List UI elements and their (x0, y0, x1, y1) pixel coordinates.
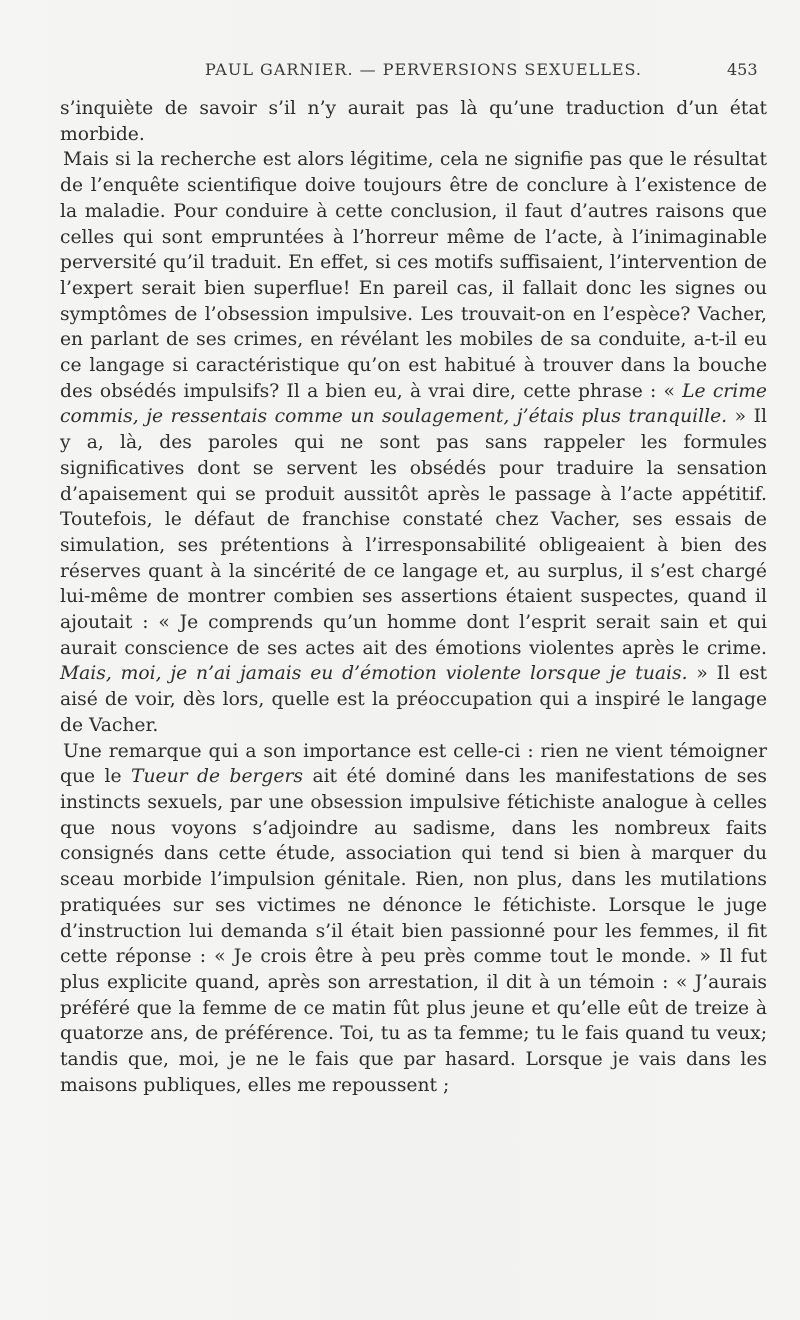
paragraph-2 (60, 147, 767, 738)
text-segment: Une remarque qui a son importance est celle-ci : rien ne vient témoigner que le (60, 740, 767, 788)
body-text (60, 96, 767, 1098)
text-segment: » Il est aisé de voir, dès lors, quelle est la préoccupation qui a inspiré le langage de Vacher. (60, 663, 767, 736)
title-italic: Tueur de bergers (131, 766, 303, 788)
running-title: PAUL GARNIER. — PERVERSIONS SEXUELLES. (205, 60, 642, 79)
paragraph-1 (60, 96, 767, 147)
paragraph-3 (60, 739, 767, 1099)
text-segment: ait été dominé dans les manifestations de ses instincts sexuels, par une obsession impulsive fétichiste analogue à celles que nous voyons s’adjoindre au sadisme, dans les nombreux faits consignés dans cette étude, association qui tend si bien à marquer du sceau morbide l’impulsion génitale. Rien, non plus, dans les mutilations pratiquées sur ses victimes ne dénonce le fétichiste. Lorsque le juge d’instruction lui demanda s’il était bien passionné pour les femmes, il fit cette réponse : « Je crois être à peu près comme tout le monde. » Il fut plus explicite quand, après son arrestation, il dit à un témoin : « J’aurais préféré que la femme de ce matin fût plus jeune et qu’elle eût de treize à quatorze ans, de préférence. Toi, tu as ta femme; tu le fais quand tu veux; tandis que, moi, je ne le fais que par hasard. Lorsque je vais dans les maisons publiques, elles me repoussent ; (60, 766, 767, 1096)
text-segment: » Il y a, là, des paroles qui ne sont pas sans rappeler les formules significatives dont se servent les obsédés pour traduire la sensation d’apaisement qui se produit aussitôt après le passage à l’acte appétitif. Toutefois, le défaut de franchise constaté chez Vacher, ses essais de simulation, ses prétentions à l’irresponsabilité obligeaient à bien des réserves quant à la sincérité de ce langage et, au surplus, il s’est chargé lui-même de montrer combien ses assertions étaient suspectes, quand il ajoutait : « Je comprends qu’un homme dont l’esprit serait sain et qui aurait conscience de ses actes ait des émotions violentes après le crime. (60, 406, 767, 659)
quote-italic: Mais, moi, je n’ai jamais eu d’émotion violente lorsque je tuais. (60, 663, 688, 685)
page-number: 453 (727, 60, 758, 79)
text-segment: s’inquiète de savoir s’il n’y aurait pas là qu’une traduction d’un état morbide. (60, 98, 767, 145)
quote-italic: Le crime commis, je ressentais comme un soulagement, j’étais plus tranquille. (60, 380, 767, 428)
text-segment: Mais si la recherche est alors légitime, cela ne signifie pas que le résultat de l’enquête scientifique doive toujours être de conclure à l’existence de la maladie. Pour conduire à cette conclusion, il faut d’autres raisons que celles qui sont empruntées à l’horreur même de l’acte, à l’inimaginable perversité qu’il traduit. En effet, si ces motifs suffisaient, l’intervention de l’expert serait bien superflue! En pareil cas, il fallait donc les signes ou symptômes de l’obsession impulsive. Les trouvait-on en l’espèce? Vacher, en parlant de ses crimes, en révélant les mobiles de sa conduite, a-t-il eu ce langage si caractéristique qu’on est habitué à trouver dans la bouche des obsédés impulsifs? Il a bien eu, à vrai dire, cette phrase : « (60, 149, 767, 402)
